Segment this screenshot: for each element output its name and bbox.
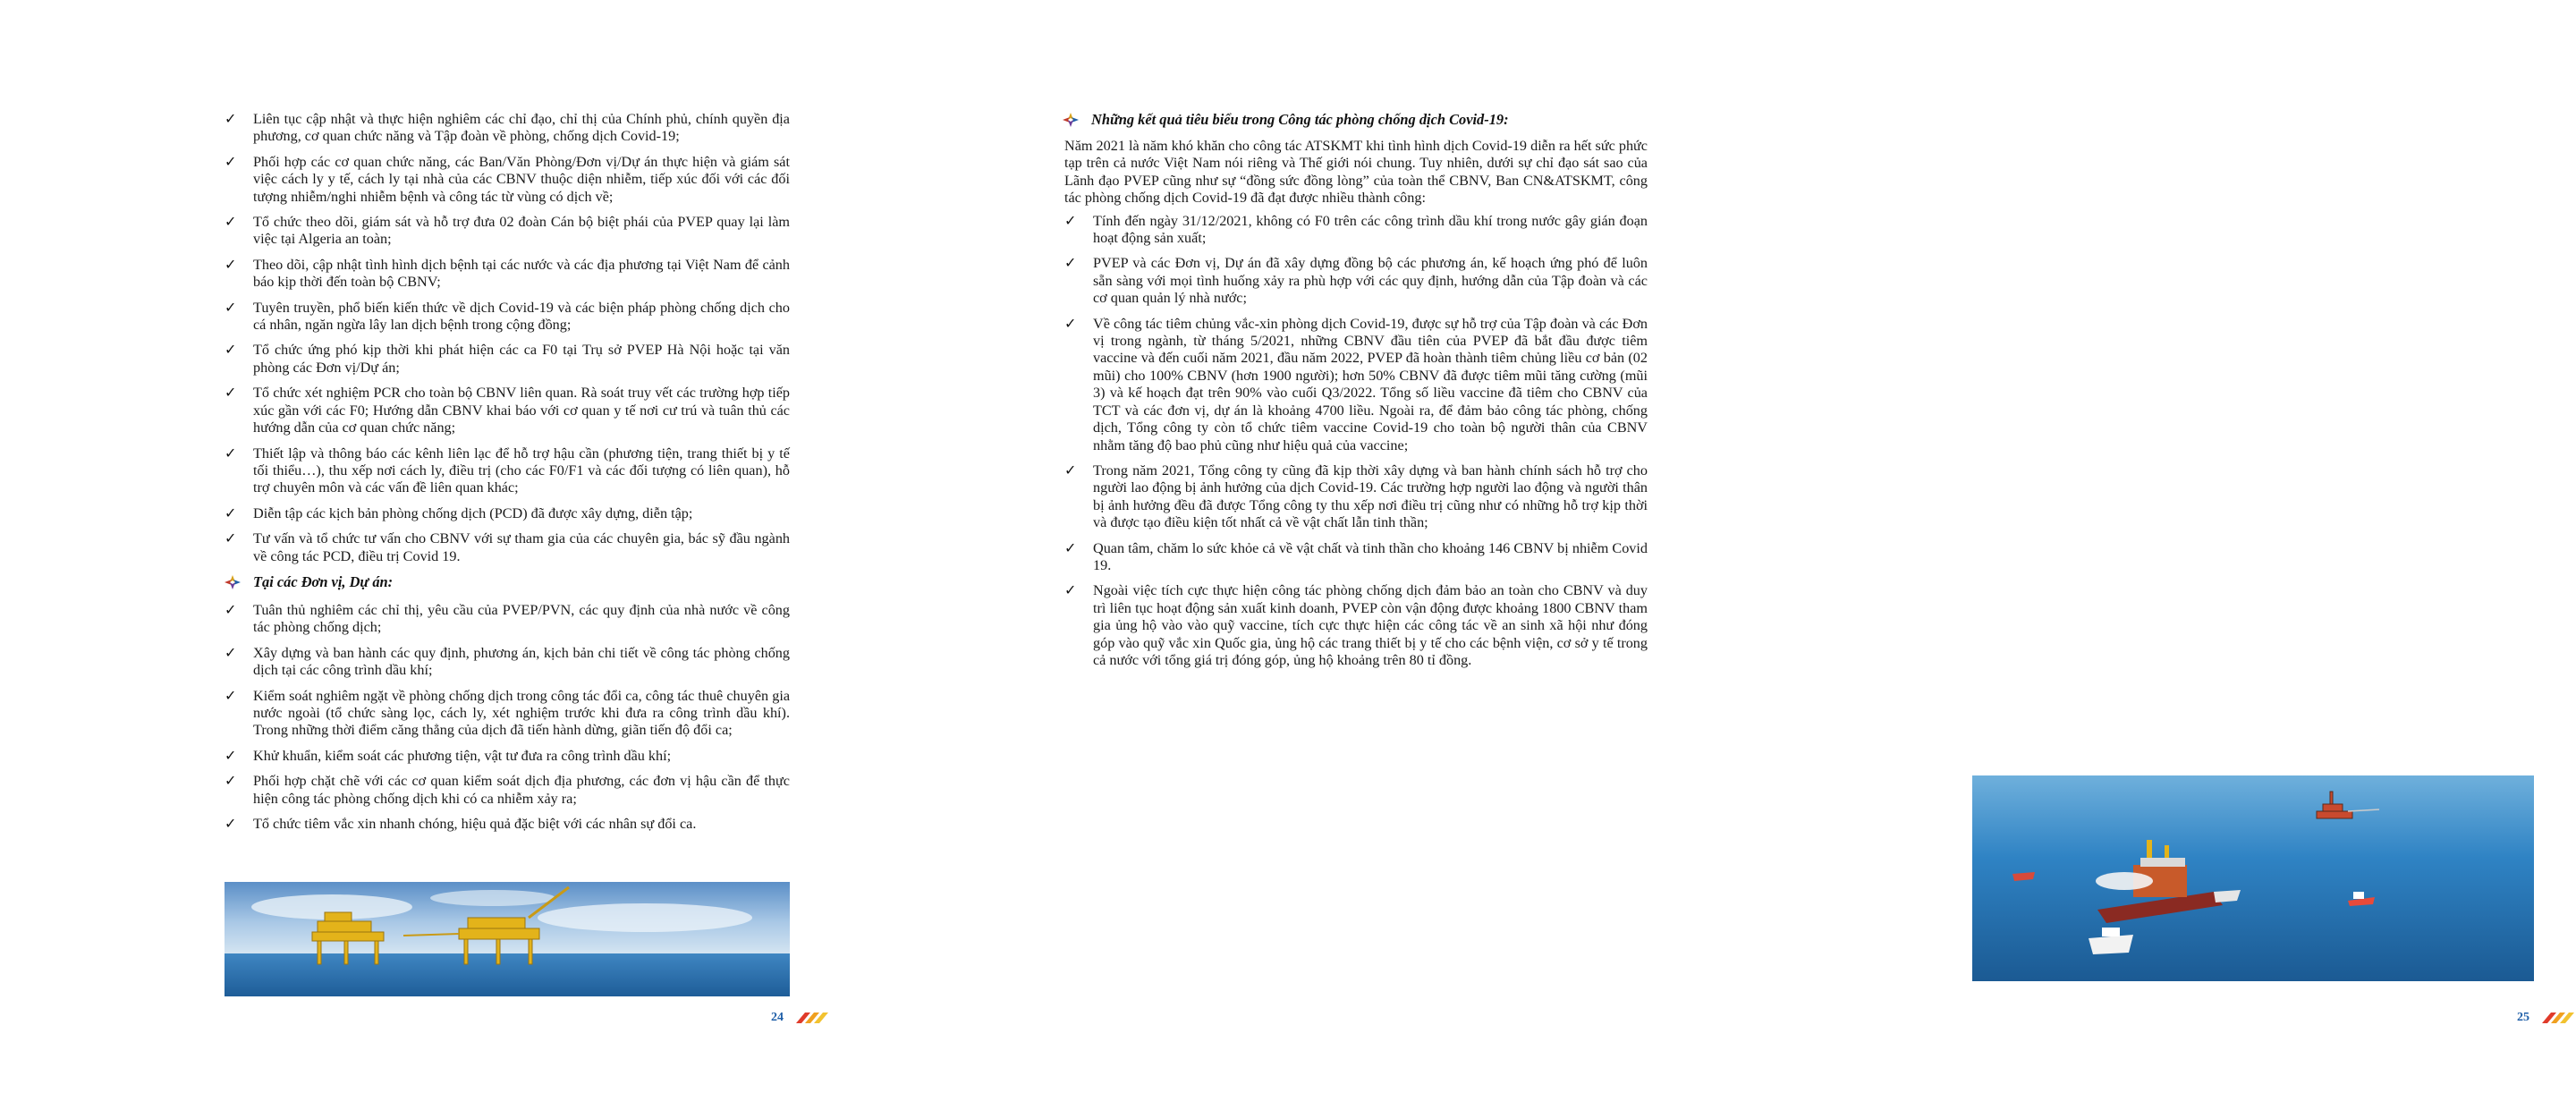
list-item (225, 688, 790, 740)
checkmark-icon: ✓ (225, 298, 237, 316)
right-column (1064, 111, 1648, 677)
pvep-logo-icon (2540, 1009, 2576, 1025)
checkmark-icon: ✓ (225, 600, 237, 618)
list-item-text: Tính đến ngày 31/12/2021, không có F0 trên các công trình dầu khí trong nước gây gián đoạn hoạt động sản xuất; (1093, 212, 1648, 247)
list-item-text: Quan tâm, chăm lo sức khỏe cả về vật chất và tinh thần cho khoảng 146 CBNV bị nhiễm Covid 19. (1093, 539, 1648, 573)
checkmark-icon: ✓ (225, 815, 237, 832)
right-page (884, 0, 2529, 1110)
checkmark-icon: ✓ (1064, 254, 1077, 272)
list-item (1064, 255, 1648, 307)
checkmark-icon: ✓ (225, 530, 237, 547)
section-heading-text: Tại các Đơn vị, Dự án: (253, 572, 394, 590)
list-item (225, 645, 790, 680)
list-item (225, 748, 790, 765)
list-item-text: Ngoài việc tích cực thực hiện công tác phòng chống dịch đảm bảo an toàn cho CBNV và duy trì liên tục hoạt động sản xuất kinh doanh, PVEP còn vận động được khoảng 1800 CBNV tham gia ủng hộ vào vào quỹ vaccine, tích cực thực hiện các công tác về an sinh xã hội như đóng góp vào quỹ vắc xin Quốc gia, ủng hộ các trang thiết bị y tế cho các bệnh viện, cơ sở y tế trong cả nước với tổng giá trị đóng góp, ủng hộ khoảng trên 80 tỉ đồng. (1093, 582, 1648, 668)
diamond-arrow-icon (1063, 113, 1079, 127)
checkmark-icon: ✓ (225, 110, 237, 127)
checkmark-icon: ✓ (225, 213, 237, 231)
list-item (225, 214, 790, 249)
list-item (225, 602, 790, 637)
list-item-text: PVEP và các Đơn vị, Dự án đã xây dựng đồng bộ các phương án, kế hoạch ứng phó để luôn sẵn sàng với mọi tình huống xảy ra phù hợp với các quy định, hướng dẫn của Tập đoàn và các cơ quan quản lý nhà nước; (1093, 255, 1648, 307)
left-page (0, 0, 884, 1110)
list-item-text: Trong năm 2021, Tổng công ty cũng đã kịp thời xây dựng và ban hành chính sách hỗ trợ cho người lao động bị ảnh hưởng của dịch Covid-19. Các trường hợp người lao động và người thân bị ảnh hưởng đều đã được Tổng công ty thu xếp nơi điều trị cũng như có những hỗ trợ kịp thời và được tạo điều kiện tốt nhất cả về vật chất lẫn tinh thần; (1093, 462, 1648, 531)
list-item (225, 816, 790, 833)
checkmark-icon: ✓ (225, 746, 237, 764)
checkmark-icon: ✓ (225, 341, 237, 359)
list-item (225, 385, 790, 436)
list-item-text: Tổ chức theo dõi, giám sát và hỗ trợ đưa 02 đoàn Cán bộ biệt phái của PVEP quay lại làm việc tại Algeria an toàn; (253, 214, 790, 248)
list-item (225, 530, 790, 565)
checkmark-icon: ✓ (1064, 581, 1077, 599)
checkmark-icon: ✓ (225, 772, 237, 790)
list-item (225, 154, 790, 206)
list-item (1064, 582, 1648, 669)
list-item (225, 445, 790, 497)
list-item-text: Xây dựng và ban hành các quy định, phương án, kịch bản chi tiết về công tác phòng chống dịch tại các công trình dầu khí; (253, 644, 790, 679)
results-list (1064, 213, 1648, 670)
list-item (225, 773, 790, 808)
list-item (225, 342, 790, 377)
list-item (225, 257, 790, 292)
checkmark-icon: ✓ (225, 384, 237, 402)
list-item-text: Khử khuẩn, kiểm soát các phương tiện, vật tư đưa ra công trình dầu khí; (253, 747, 672, 764)
measures-list (225, 111, 790, 565)
list-item-text: Tổ chức xét nghiệm PCR cho toàn bộ CBNV liên quan. Rà soát truy vết các trường hợp tiếp xúc gần với các F0; Hướng dẫn CBNV khai báo với cơ quan y tế nơi cư trú và tuân thủ các hướng dẫn của cơ quan chức năng; (253, 385, 790, 436)
checkmark-icon: ✓ (225, 152, 237, 170)
list-item-text: Tổ chức tiêm vắc xin nhanh chóng, hiệu quả đặc biệt với các nhân sự đổi ca. (253, 816, 697, 832)
list-item-text: Phối hợp các cơ quan chức năng, các Ban/Văn Phòng/Đơn vị/Dự án thực hiện và giám sát việc cách ly y tế, cách ly tại nhà của các CBNV thuộc diện nhiễm, tiếp xúc đối với các đối tượng nhiễm/nghi nhiễm bệnh và công tác từ vùng có dịch về; (253, 153, 790, 205)
list-item-text: Về công tác tiêm chủng vắc-xin phòng dịch Covid-19, được sự hỗ trợ của Tập đoàn và các Đơn vị trong ngành, từ tháng 5/2021, những CBNV đầu tiên của PVEP đã bắt đầu được tiêm vaccine và đến cuối năm 2021, đầu năm 2022, PVEP đã hoàn thành tiêm chủng liều cơ bản (02 mũi) cho 100% CBNV (hơn 1900 người); hơn 50% CBNV đã được tiêm mũi tăng cường (mũi 3) và kế hoạch đạt trên 90% vào cuối Q3/2022. Tổng số liều vaccine đã tiêm cho CBNV của TCT và các đơn vị, dự án là khoảng 4700 liều. Ngoài ra, để đảm bảo công tác phòng, chống dịch, Tổng công ty còn tổ chức tiêm vaccine Covid-19 cho toàn bộ người thân của CBNV nhằm tăng độ bao phủ cũng như hiệu quả của vaccine; (1093, 315, 1648, 453)
left-column (225, 111, 790, 841)
checkmark-icon: ✓ (225, 643, 237, 661)
list-item-text: Diễn tập các kịch bản phòng chống dịch (PCD) đã được xây dựng, diễn tập; (253, 504, 693, 521)
list-item (1064, 462, 1648, 532)
checkmark-icon: ✓ (1064, 538, 1077, 556)
page-number: 24 (771, 1011, 784, 1024)
page-number: 25 (2517, 1011, 2529, 1024)
list-item-text: Tuân thủ nghiêm các chỉ thị, yêu cầu của PVEP/PVN, các quy định của nhà nước về công tác phòng chống dịch; (253, 601, 790, 636)
checkmark-icon: ✓ (225, 444, 237, 462)
list-item-text: Phối hợp chặt chẽ với các cơ quan kiểm soát dịch địa phương, các đơn vị hậu cần để thực hiện công tác phòng chống dịch khi có ca nhiễm xảy ra; (253, 773, 790, 807)
checkmark-icon: ✓ (1064, 211, 1077, 229)
unit-measures-list (225, 602, 790, 833)
list-item-text: Tư vấn và tổ chức tư vấn cho CBNV với sự tham gia của các chuyên gia, bác sỹ đầu ngành về công tác PCD, điều trị Covid 19. (253, 530, 790, 564)
list-item (1064, 540, 1648, 575)
list-item-text: Thiết lập và thông báo các kênh liên lạc để hỗ trợ hậu cần (phương tiện, trang thiết bị y tế tối thiểu…), thu xếp nơi cách ly, điều trị (cho các F0/F1 và các đối tượng có liên quan), hỗ trợ chuyên môn và các vấn đề liên quan khác; (253, 445, 790, 496)
pvep-logo-icon (794, 1009, 830, 1025)
list-item-text: Tuyên truyền, phổ biến kiến thức về dịch Covid-19 và các biện pháp phòng chống dịch cho cá nhân, ngăn ngừa lây lan dịch bệnh trong cộng đồng; (253, 299, 790, 334)
results-heading (1063, 111, 1648, 129)
intro-paragraph: Năm 2021 là năm khó khăn cho công tác ATSKMT khi tình hình dịch Covid-19 diễn ra hết sức phức tạp trên cả nước Việt Nam nói riêng và Thế giới nói chung. Tuy nhiên, dưới sự chỉ đạo sát sao của Lãnh đạo PVEP cũng như sự “đồng sức đồng lòng” của toàn thể CBNV, Ban CN&ATSKMT, công tác phòng chống dịch Covid-19 đã đạt được nhiều thành công: (1064, 138, 1648, 207)
list-item-text: Tổ chức ứng phó kịp thời khi phát hiện các ca F0 tại Trụ sở PVEP Hà Nội hoặc tại văn phòng các Đơn vị/Dự án; (253, 342, 790, 376)
list-item (225, 300, 790, 335)
checkmark-icon: ✓ (1064, 314, 1077, 332)
checkmark-icon: ✓ (225, 255, 237, 273)
diamond-arrow-icon (225, 575, 241, 589)
list-item (1064, 316, 1648, 454)
list-item-text: Theo dõi, cập nhật tình hình dịch bệnh tại các nước và các địa phương tại Việt Nam để cảnh báo kịp thời đến toàn bộ CBNV; (253, 256, 790, 291)
list-item-text: Kiểm soát nghiêm ngặt về phòng chống dịch trong công tác đổi ca, công tác thuê chuyên gia nước ngoài (tổ chức sàng lọc, cách ly, xét nghiệm trước khi đưa ra công trình dầu khí). Trong những thời điểm căng thẳng của dịch đã tiến hành dừng, giãn tiến độ đổi ca; (253, 687, 790, 739)
list-item (225, 505, 790, 522)
checkmark-icon: ✓ (225, 504, 237, 521)
list-item (1064, 213, 1648, 248)
checkmark-icon: ✓ (1064, 461, 1077, 479)
offshore-platform-photo (225, 882, 790, 996)
checkmark-icon: ✓ (225, 686, 237, 704)
list-item-text: Liên tục cập nhật và thực hiện nghiêm các chỉ đạo, chỉ thị của Chính phủ, chính quyền địa phương, cơ quan chức năng và Tập đoàn về phòng, chống dịch Covid-19; (253, 111, 790, 145)
list-item (225, 111, 790, 146)
section-heading (225, 573, 790, 591)
offshore-sea-photo (1972, 775, 2534, 981)
results-heading-text: Những kết quả tiêu biểu trong Công tác phòng chống dịch Covid-19: (1091, 111, 1509, 128)
